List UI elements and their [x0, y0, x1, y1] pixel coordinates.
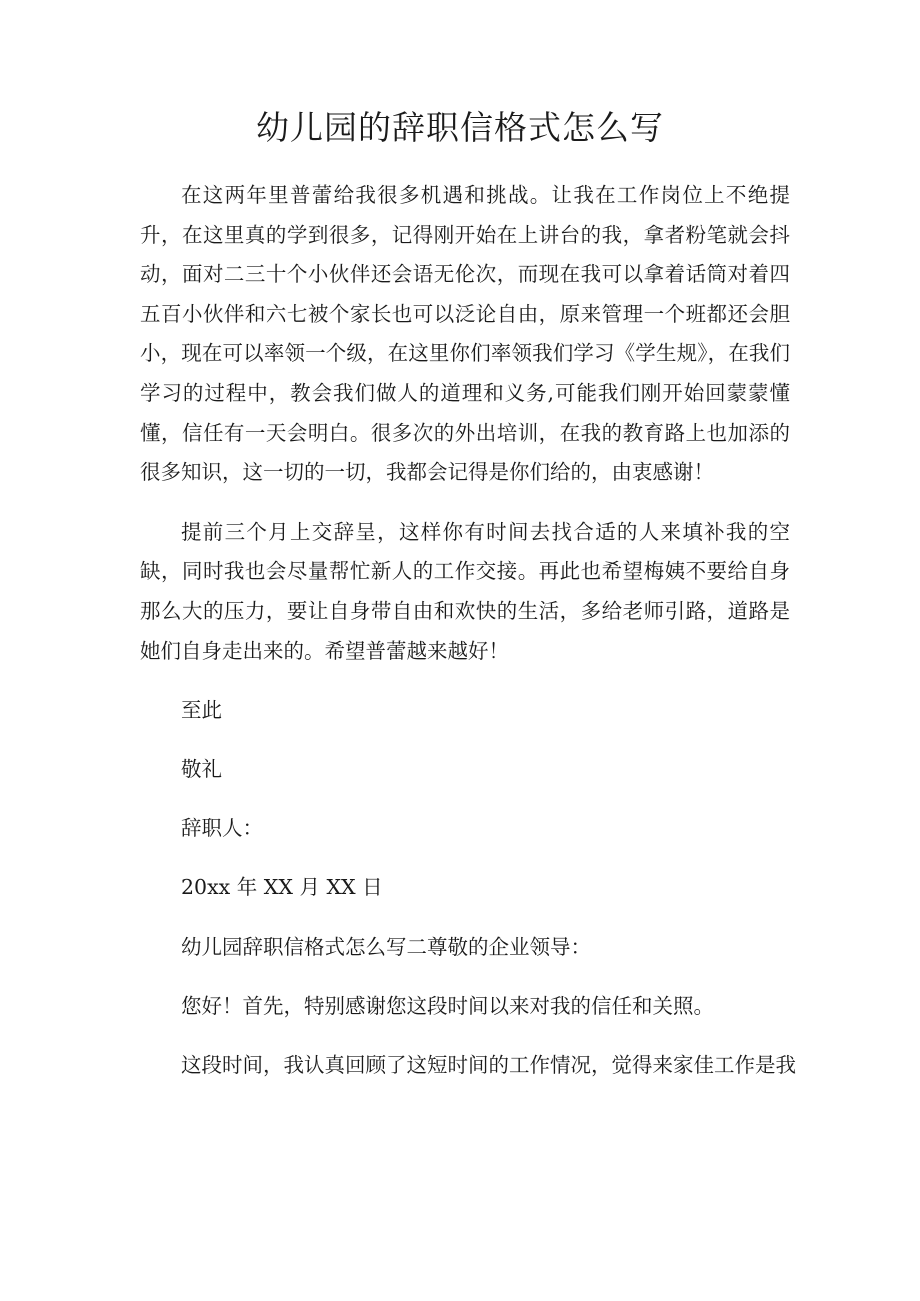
- closing-line-jingli: 敬礼: [181, 757, 222, 782]
- document-body: [140, 176, 796, 1085]
- paragraph-1: 在这两年里普蕾给我很多机遇和挑战。让我在工作岗位上不绝提升，在这里真的学到很多，记得刚开始在上讲台的我，拿者粉笔就会抖动，面对二三十个小伙伴还会语无伦次，而现在我可以拿着话筒对着四五百小伙伴和六七被个家长也可以泛论自由，原来管理一个班都还会胆小，现在可以率领一个级，在这里你们率领我们学习《学生规》，在我们学习的过程中，教会我们做人的道理和义务,可能我们刚开始回蒙蒙懂懂，信任有一天会明白。很多次的外出培训，在我的教育路上也加添的很多知识，这一切的一切，我都会记得是你们给的，由衷感谢！: [140, 183, 790, 485]
- paragraph-2: 提前三个月上交辞呈，这样你有时间去找合适的人来填补我的空缺，同时我也会尽量帮忙新人的工作交接。再此也希望梅姨不要给自身那么大的压力，要让自身带自由和欢快的生活，多给老师引路，道路是她们自身走出来的。希望普蕾越来越好！: [140, 519, 790, 663]
- document-title: 幼儿园的辞职信格式怎么写: [256, 108, 664, 147]
- second-letter-heading: 幼儿园辞职信格式怎么写二尊敬的企业领导：: [181, 934, 591, 959]
- date-line: 20xx 年 XX 月 XX 日: [181, 875, 383, 900]
- greeting-line: 您好！首先，特别感谢您这段时间以来对我的信任和关照。: [181, 993, 714, 1018]
- signature-label: 辞职人：: [181, 816, 263, 841]
- continuation-line: 这段时间，我认真回顾了这短时间的工作情况，觉得来家佳工作是我: [181, 1052, 796, 1077]
- closing-line-zhici: 至此: [181, 698, 222, 723]
